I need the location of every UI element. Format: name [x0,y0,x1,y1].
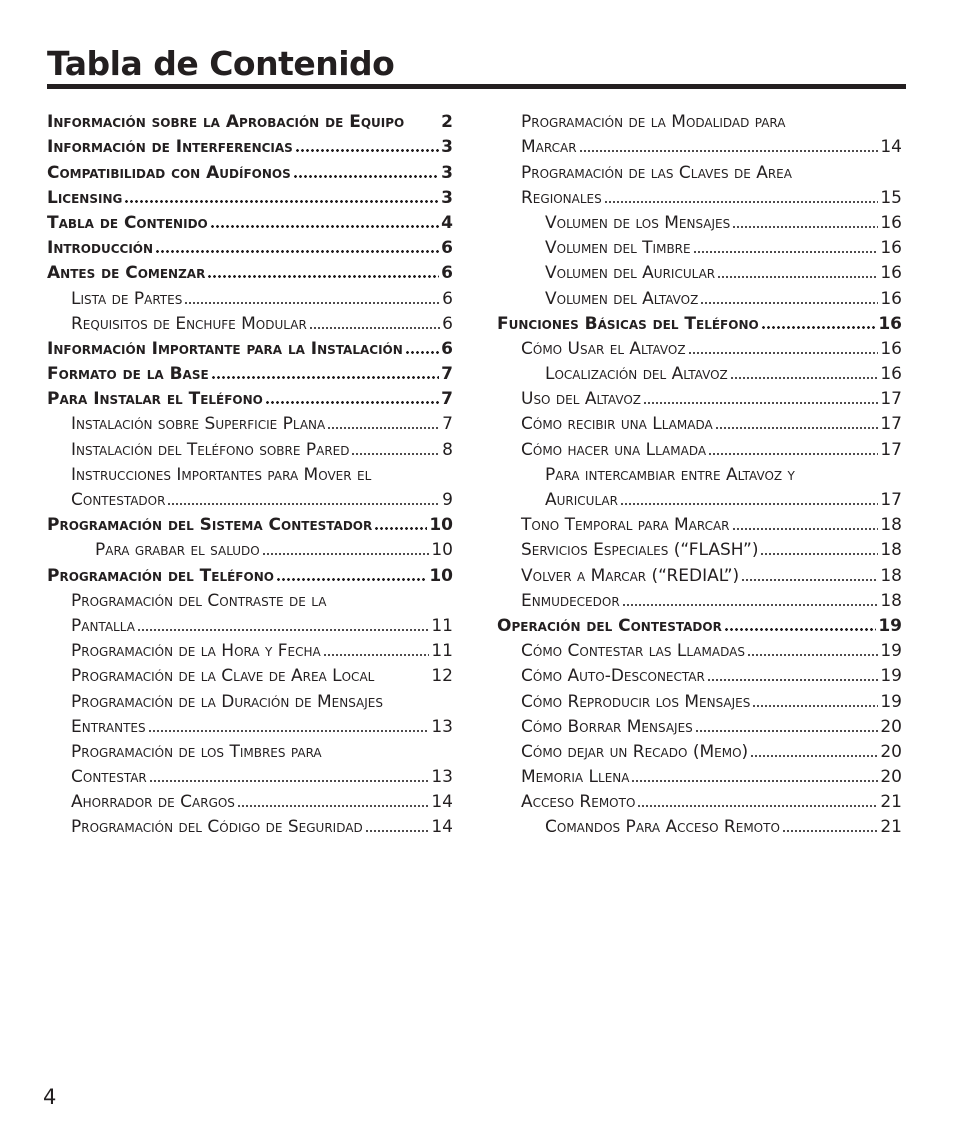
toc-entry-label: Compatibilidad con Audífonos [47,162,291,183]
toc-entry[interactable] [497,738,902,763]
dot-leader [149,777,430,783]
toc-entry-label: Auricular [545,490,618,510]
toc-entry-label: Cómo Usar el Altavoz [521,338,686,359]
toc-entry-label: Programación del Teléfono [47,565,274,586]
toc-entry-label: Para grabar el saludo [95,540,260,561]
toc-entry-label: Programación del Contraste de la [71,590,327,611]
toc-entry[interactable] [497,813,902,838]
toc-entry[interactable] [497,687,902,712]
toc-entry-label: Cómo hacer una Llamada [521,439,707,460]
toc-entry-page: 11 [431,641,453,662]
toc-entry-label: Programación de la Clave de Area Local [71,666,375,687]
toc-entry-page: 6 [441,263,453,284]
toc-entry-label: Cómo recibir una Llamada [521,414,713,435]
toc-entry-page: 7 [441,364,453,385]
dot-leader [211,374,439,380]
toc-entry[interactable] [47,310,453,335]
toc-entry[interactable] [497,310,902,335]
dot-leader [761,324,877,330]
dot-leader [707,676,879,682]
dot-leader [693,248,879,254]
toc-entry-label: Cómo dejar un Recado (Memo) [521,741,749,762]
dot-leader [750,752,878,758]
toc-entry[interactable] [47,133,453,158]
toc-entry-page: 8 [442,439,453,460]
toc-entry-label: Tono Temporal para Marcar [521,515,730,536]
toc-entry[interactable] [497,158,902,183]
toc-entry-page: 17 [880,414,902,435]
toc-entry[interactable] [497,637,902,662]
toc-entry-page: 19 [880,666,902,687]
toc-entry-page: 16 [880,288,902,309]
toc-entry-label: Programación del Sistema Contestador [47,515,373,536]
toc-entry[interactable] [497,209,902,234]
dot-leader [579,147,879,153]
toc-entry[interactable] [497,788,902,813]
toc-entry-page: 13 [431,767,453,788]
dot-leader [741,576,878,582]
toc-entry[interactable] [47,511,453,536]
toc-entry-page: 16 [880,338,902,359]
toc-entry[interactable] [497,536,902,561]
toc-entry-page: 6 [442,288,453,309]
toc-entry-label: Pantalla [71,615,135,636]
toc-entry-label: Ahorrador de Cargos [71,792,235,813]
toc-entry-label: Antes de Comenzar [47,263,206,284]
toc-entry-label: Información sobre la Aprobación de Equipo [47,112,405,133]
toc-entry-label: Cómo Reproducir los Mensajes [521,691,751,712]
toc-entry[interactable] [47,561,453,586]
toc-entry-page: 18 [880,590,902,611]
toc-entry-label: Programación de los Timbres para [71,741,322,762]
toc-entry-page: 21 [880,792,902,813]
toc-entry-page: 3 [441,162,453,183]
toc-entry[interactable] [47,335,453,360]
toc-entry-label: Volver a Marcar (“REDIAL”) [521,565,740,586]
toc-entry[interactable] [47,738,453,763]
toc-entry[interactable] [497,561,902,586]
toc-entry[interactable] [47,108,453,133]
toc-entry-page: 16 [880,212,902,233]
toc-entry-page: 19 [880,691,902,712]
toc-entry[interactable] [497,234,902,259]
dot-leader [207,273,439,279]
toc-entry-label: Regionales [521,187,602,208]
toc-entry-label: Volumen del Auricular [545,263,716,284]
toc-entry[interactable] [497,184,902,209]
toc-entry-page: 20 [880,741,902,762]
page-number: 4 [43,1085,57,1109]
dot-leader [730,374,879,380]
title-rule [47,84,906,89]
toc-entry[interactable] [497,486,902,511]
toc-entry[interactable] [47,461,453,486]
toc-entry[interactable] [47,662,453,687]
toc-entry-page: 17 [880,389,902,410]
toc-entry-page: 10 [429,565,453,586]
toc-entry[interactable] [47,637,453,662]
toc-entry-label: Cómo Borrar Mensajes [521,716,693,737]
toc-entry-label: Licensing [47,187,123,208]
toc-entry-page: 11 [431,615,453,636]
dot-leader [732,525,879,531]
toc-entry-label: Información Importante para la Instalación [47,338,403,359]
toc-entry[interactable] [497,435,902,460]
toc-entry[interactable] [497,662,902,687]
dot-leader [631,777,878,783]
toc-entry[interactable] [497,133,902,158]
toc-entry-label: Formato de la Base [47,364,209,385]
dot-leader [262,550,430,556]
dot-leader [620,500,878,506]
toc-entry-label: Instalación sobre Superficie Plana [71,414,326,435]
dot-leader [700,299,878,305]
dot-leader [137,626,429,632]
toc-entry-page: 18 [880,515,902,536]
toc-entry-label: Volumen de los Mensajes [545,212,731,233]
toc-entry-page: 21 [880,817,902,838]
toc-column-right [497,108,902,838]
toc-entry-page: 10 [429,515,453,536]
toc-entry-page: 15 [880,187,902,208]
toc-entry-page: 7 [442,414,453,435]
toc-entry-page: 12 [431,666,453,687]
dot-leader [351,450,440,456]
dot-leader [276,576,427,582]
toc-entry-label: Contestador [71,490,166,510]
toc-entry-label: Programación de la Duración de Mensajes [71,691,383,712]
dot-leader [167,500,440,506]
toc-entry-label: Tabla de Contenido [47,212,208,233]
toc-entry-label: Funciones Básicas del Teléfono [497,313,759,334]
dot-leader [708,450,878,456]
dot-leader [747,651,878,657]
dot-leader [622,601,879,607]
toc-entry-page: 6 [441,338,453,359]
dot-leader [643,399,878,405]
toc-entry[interactable] [47,234,453,259]
toc-entry-page: 3 [441,137,453,158]
toc-entry-page: 6 [442,313,453,334]
dot-leader [265,399,439,405]
toc-entry-page: 16 [878,313,902,334]
dot-leader [782,827,878,833]
dot-leader [715,424,879,430]
toc-entry[interactable] [497,461,902,486]
toc-entry[interactable] [497,511,902,536]
toc-entry[interactable] [47,435,453,460]
dot-leader [309,324,440,330]
dot-leader [724,626,877,632]
toc-entry-page: 20 [880,716,902,737]
dot-leader [752,702,878,708]
dot-leader [374,525,427,531]
toc-entry-page: 13 [431,716,453,737]
toc-entry-page: 16 [880,263,902,284]
toc-entry-label: Cómo Auto-Desconectar [521,666,705,687]
toc-entry[interactable] [497,612,902,637]
toc-entry[interactable] [47,486,453,511]
dot-leader [184,299,440,305]
dot-leader [293,173,439,179]
toc-entry-page: 17 [880,490,902,510]
toc-entry[interactable] [497,108,902,133]
toc-entry-label: Volumen del Altavoz [545,288,699,309]
dot-leader [695,727,879,733]
toc-entry[interactable] [497,713,902,738]
toc-entry[interactable] [497,763,902,788]
page-title: Tabla de Contenido [47,44,395,83]
toc-entry-page: 19 [878,615,902,636]
toc-entry-page: 16 [880,238,902,259]
toc-entry-label: Operación del Contestador [497,615,722,636]
toc-entry-label: Para intercambiar entre Altavoz y [545,464,795,485]
toc-entry-label: Contestar [71,767,147,788]
toc-entry-label: Lista de Partes [71,288,183,309]
toc-entry[interactable] [497,587,902,612]
dot-leader [327,424,440,430]
toc-entry[interactable] [47,536,453,561]
toc-entry-page: 9 [442,490,453,510]
toc-entry[interactable] [47,385,453,410]
toc-entry[interactable] [497,385,902,410]
toc-entry[interactable] [497,259,902,284]
dot-leader [148,727,430,733]
toc-entry-label: Comandos Para Acceso Remoto [545,817,780,838]
toc-entry-label: Introducción [47,238,154,259]
dot-leader [124,198,439,204]
toc-entry-label: Instrucciones Importantes para Mover el [71,464,372,485]
toc-entry[interactable] [47,284,453,309]
toc-entry-page: 14 [431,792,453,813]
toc-entry-label: Cómo Contestar las Llamadas [521,641,745,662]
toc-entry-label: Programación de las Claves de Area [521,162,792,183]
toc-entry[interactable] [47,587,453,612]
toc-entry-label: Programación de la Hora y Fecha [71,641,321,662]
toc-entry-page: 17 [880,439,902,460]
toc-entry-label: Localización del Altavoz [545,364,728,385]
toc-entry-label: Servicios Especiales (“FLASH”) [521,540,759,561]
toc-entry[interactable] [47,687,453,712]
toc-entry[interactable] [47,763,453,788]
toc-column-left [47,108,453,838]
dot-leader [717,273,878,279]
toc-entry-page: 4 [441,212,453,233]
dot-leader [688,349,879,355]
toc-entry-label: Programación de la Modalidad para [521,112,786,133]
toc-entry-label: Enmudecedor [521,590,620,611]
dot-leader [760,550,878,556]
toc-entry[interactable] [47,360,453,385]
toc-entry-page: 6 [441,238,453,259]
dot-leader [405,349,439,355]
toc-entry-page: 18 [880,540,902,561]
toc-entry[interactable] [47,259,453,284]
toc-entry[interactable] [47,713,453,738]
toc-entry-page: 7 [441,389,453,410]
toc-entry-label: Memoria Llena [521,767,630,788]
toc-entry-page: 16 [880,364,902,385]
dot-leader [604,198,879,204]
toc-entry-label: Información de Interferencias [47,137,293,158]
toc-entry[interactable] [497,410,902,435]
toc-entry-label: Acceso Remoto [521,792,636,813]
toc-entry[interactable] [497,284,902,309]
toc-entry-label: Marcar [521,137,577,158]
toc-entry-label: Volumen del Timbre [545,238,691,259]
dot-leader [295,147,439,153]
toc-entry[interactable] [47,158,453,183]
toc-entry[interactable] [47,813,453,838]
toc-entry-page: 19 [880,641,902,662]
dot-leader [237,802,429,808]
toc-entry-label: Uso del Altavoz [521,389,641,410]
toc-entry-label: Instalación del Teléfono sobre Pared [71,439,350,460]
toc-entry[interactable] [47,788,453,813]
toc-entry[interactable] [497,335,902,360]
dot-leader [323,651,430,657]
toc-entry[interactable] [47,209,453,234]
dot-leader [210,223,439,229]
toc-entry-page: 18 [880,565,902,586]
toc-entry-page: 10 [431,540,453,561]
toc-entry[interactable] [497,360,902,385]
toc-entry-page: 20 [880,767,902,788]
toc-entry-page: 2 [441,112,453,133]
dot-leader [732,223,878,229]
toc-entry-label: Para Instalar el Teléfono [47,389,263,410]
toc-entry-page: 14 [880,137,902,158]
toc-entry[interactable] [47,612,453,637]
dot-leader [155,248,439,254]
toc-entry-label: Programación del Código de Seguridad [71,817,363,838]
dot-leader [365,827,430,833]
dot-leader [637,802,878,808]
toc-entry[interactable] [47,410,453,435]
toc-entry[interactable] [47,184,453,209]
toc-entry-page: 3 [441,187,453,208]
toc-entry-page: 14 [431,817,453,838]
toc-entry-label: Requisitos de Enchufe Modular [71,313,307,334]
toc-entry-label: Entrantes [71,716,146,737]
